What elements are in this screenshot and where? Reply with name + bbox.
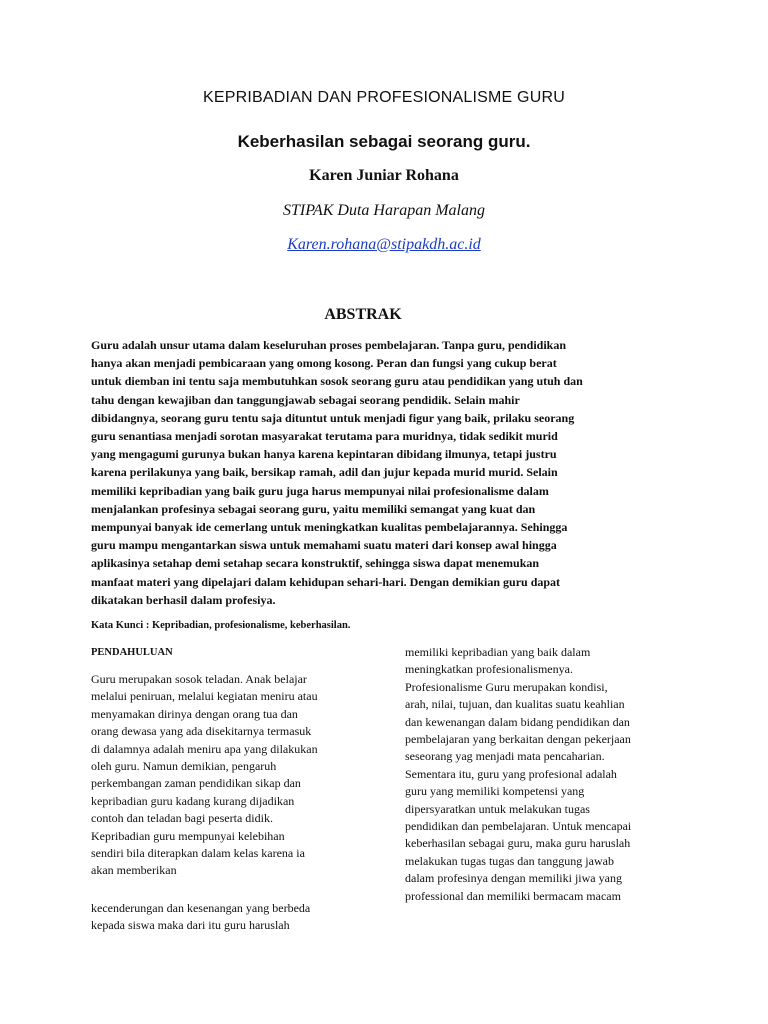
text-line: dipersyaratkan untuk melakukan tugas	[405, 801, 590, 816]
text-line: oleh guru. Namun demikian, pengaruh	[91, 759, 277, 774]
abstract-line: guru senantiasa menjadi sorotan masyarakat terutama para muridnya, tidak sedikit murid	[91, 429, 558, 444]
abstract-line: Guru adalah unsur utama dalam keseluruhan proses pembelajaran. Tanpa guru, pendidikan	[91, 338, 567, 352]
text-line: pembelajaran yang berkaitan dengan pekerjaan	[405, 732, 631, 747]
abstract-line: dibidangnya, seorang guru tentu saja dituntut untuk menjadi figur yang baik, prilaku seorang	[91, 410, 575, 425]
text-line: melakukan tugas tugas dan tanggung jawab	[405, 853, 614, 868]
abstract-line: menjalankan profesinya sebagai seorang guru, yaitu memiliki semangat yang kuat dan	[91, 501, 536, 516]
section-heading-pendahuluan: PENDAHULUAN	[91, 647, 173, 658]
text-line: kecenderungan dan kesenangan yang berbeda	[91, 900, 311, 915]
text-line: akan memberikan	[91, 863, 177, 878]
author-email	[0, 236, 768, 254]
author-name: Karen Juniar Rohana	[309, 167, 459, 184]
right-column	[405, 644, 705, 905]
text-line: seseorang yag menjadi mata pencaharian.	[405, 749, 605, 764]
text-line: dan kewenangan dalam bidang pendidikan dan	[405, 714, 630, 729]
text-line: keberhasilan sebagai guru, maka guru haruslah	[405, 836, 631, 851]
text-line: meningkatkan profesionalismenya.	[405, 662, 573, 677]
text-line: kepada siswa maka dari itu guru haruslah	[91, 918, 290, 933]
text-line: orang dewasa yang ada disekitarnya termasuk	[91, 724, 312, 739]
abstract-line: untuk diemban ini tentu saja membutuhkan sosok seorang guru atau pendidikan yang utuh dan	[91, 374, 583, 389]
abstract-line: hanya akan menjadi pembicaraan yang omong kosong. Peran dan fungsi yang cukup berat	[91, 356, 557, 371]
text-line: perkembangan zaman pendidikan sikap dan	[91, 776, 301, 791]
abstract-line: dikatakan berhasil dalam profesiya.	[91, 592, 276, 607]
text-line: contoh dan teladan bagi peserta didik.	[91, 811, 273, 826]
abstract-line: mempunyai banyak ide cemerlang untuk meningkatkan kualitas pembelajarannya. Sehingga	[91, 520, 568, 535]
abstract-line: yang mengagumi gurunya bukan hanya karena kepintaran dibidang ilmunya, tetapi justru	[91, 447, 557, 462]
intro-paragraph-1	[91, 671, 371, 880]
text-line: Guru merupakan sosok teladan. Anak belajar	[91, 672, 307, 686]
text-line: di dalamnya adalah meniru apa yang dilakukan	[91, 741, 318, 756]
text-line: Profesionalisme Guru merupakan kondisi,	[405, 679, 608, 694]
abstract-heading: ABSTRAK	[324, 306, 402, 323]
text-line: arah, nilai, tujuan, dan kualitas suatu keahlian	[405, 697, 625, 712]
abstract-line: guru mampu mengantarkan siswa untuk memahami suatu materi dari konsep awal hingga	[91, 538, 557, 553]
paper-subtitle: Keberhasilan sebagai seorang guru.	[237, 132, 531, 151]
text-line: professional dan memiliki bermacam macam	[405, 888, 621, 903]
text-line: sendiri bila diterapkan dalam kelas karena ia	[91, 846, 305, 861]
text-line: menyamakan dirinya dengan orang tua dan	[91, 706, 298, 721]
left-column	[91, 644, 371, 935]
abstract-line: aplikasinya setahap demi setahap secara konstruktif, sehingga siswa dapat menemukan	[91, 556, 540, 571]
abstract-line: manfaat materi yang dipelajari dalam kehidupan sehari-hari. Dengan demikian guru dapat	[91, 574, 561, 589]
text-line: guru yang memiliki kompetensi yang	[405, 784, 585, 799]
text-line: pendidikan dan pembelajaran. Untuk mencapai	[405, 819, 632, 834]
right-paragraph	[405, 644, 705, 905]
abstract-line: memiliki kepribadian yang baik guru juga harus mempunyai nilai profesionalisme dalam	[91, 483, 549, 498]
paper-title: KEPRIBADIAN DAN PROFESIONALISME GURU	[203, 89, 565, 106]
intro-paragraph-2	[91, 900, 371, 935]
text-line: melalui peniruan, melalui kegiatan meniru atau	[91, 689, 318, 704]
keywords: Kata Kunci : Kepribadian, profesionalisme, keberhasilan.	[91, 620, 351, 631]
abstract-body	[91, 336, 691, 609]
author-affiliation: STIPAK Duta Harapan Malang	[283, 202, 485, 219]
abstract-line: karena perilakunya yang baik, bersikap ramah, adil dan jujur kepada murid murid. Selain	[91, 465, 558, 480]
text-line: Sementara itu, guru yang profesional adalah	[405, 766, 617, 781]
text-line: kepribadian guru kadang kurang dijadikan	[91, 793, 295, 808]
text-line: dalam profesinya dengan memiliki jiwa yang	[405, 871, 622, 886]
text-line: Kepribadian guru mempunyai kelebihan	[91, 828, 285, 843]
text-line: memiliki kepribadian yang baik dalam	[405, 645, 591, 659]
abstract-line: tahu dengan kewajiban dan tanggungjawab sebagai seorang pendidik. Selain mahir	[91, 392, 520, 407]
email-link[interactable]: Karen.rohana@stipakdh.ac.id	[287, 236, 481, 253]
